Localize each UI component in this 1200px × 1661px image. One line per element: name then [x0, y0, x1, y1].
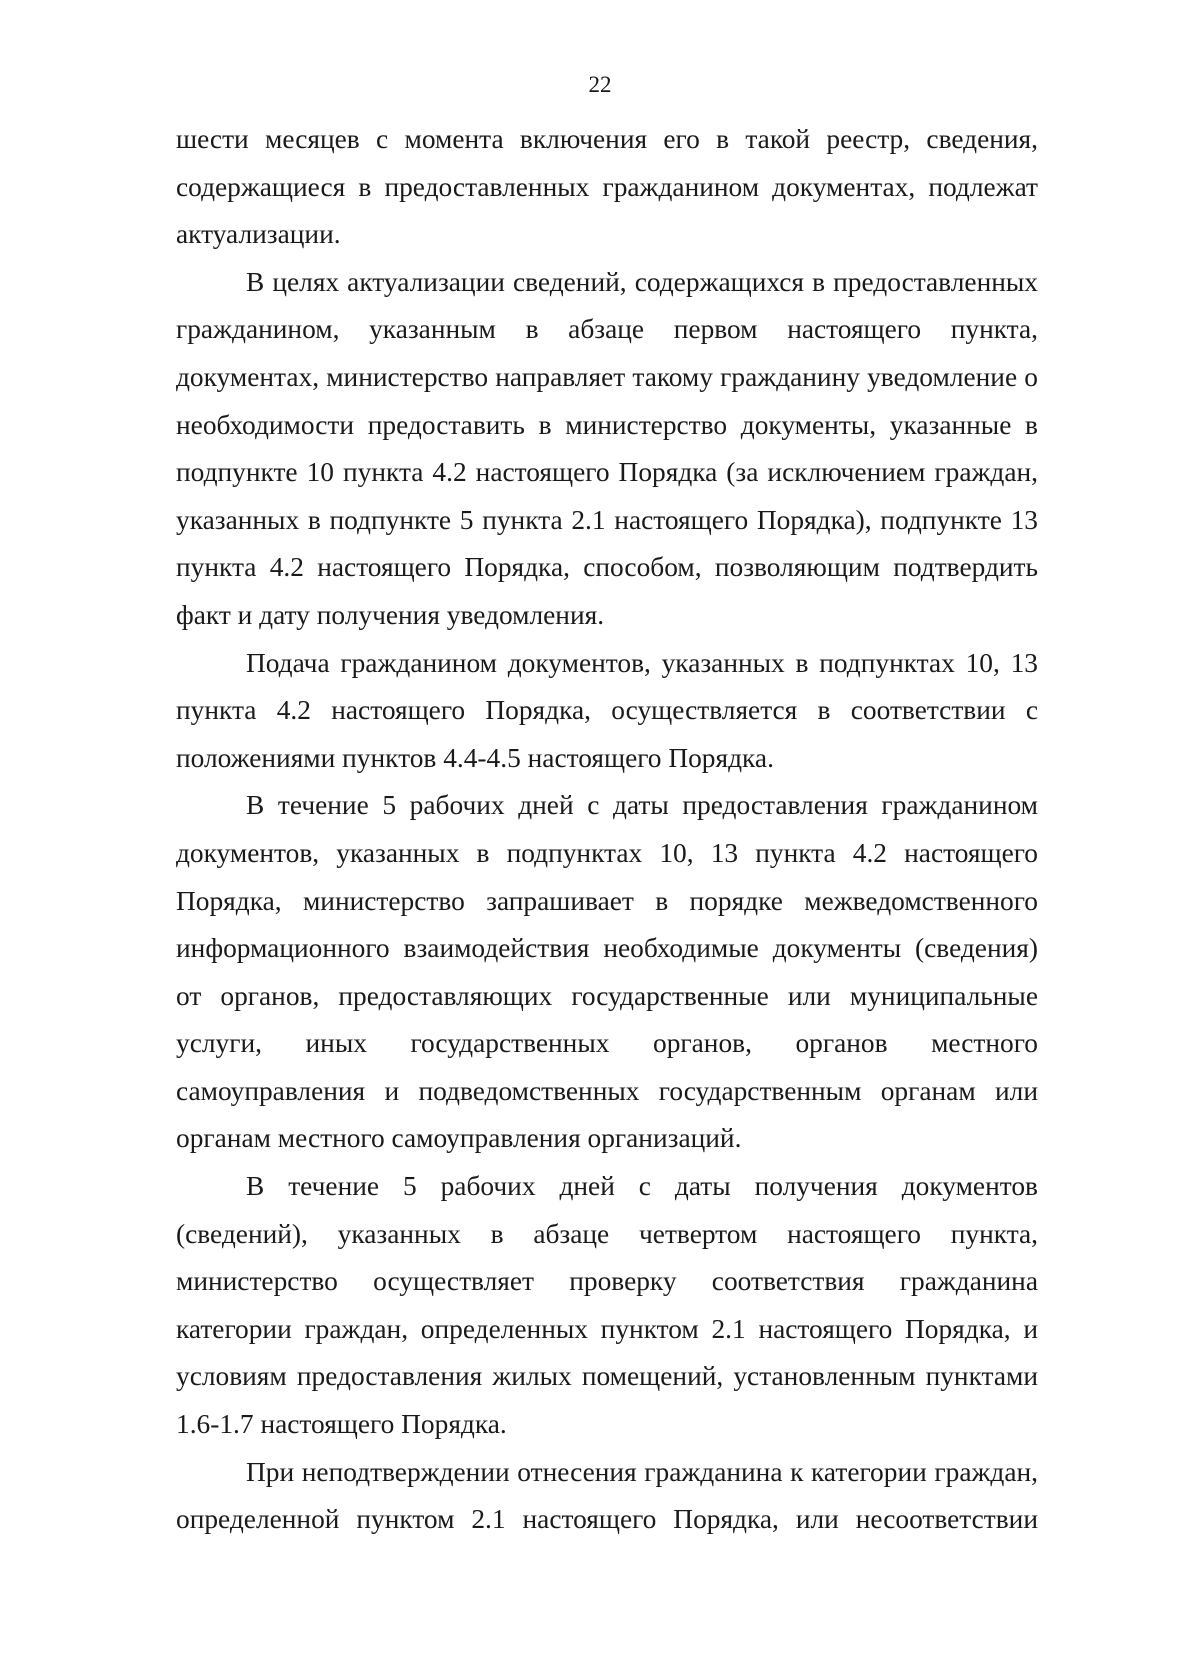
paragraph-continued-next-page: При неподтверждении отнесения гражданина к категории граждан, определенной пунктом 2.1 настоящего Порядка, или несоответствии: [176, 1456, 1038, 1535]
paragraph: Подача гражданином документов, указанных в подпунктах 10, 13 пункта 4.2 настоящего Порядка, осуществляется в соответствии с положениями пунктов 4.4-4.5 настоящего Порядка.: [176, 647, 1038, 773]
paragraph: В течение 5 рабочих дней с даты предоставления гражданином документов, указанных в подпунктах 10, 13 пункта 4.2 настоящего Порядка, министерство запрашивает в порядке межведомственного информационного взаимодействия необходимые документы (сведения) от органов, предоставляющих государственные или муниципальные услуги, иных государственных органов, органов местного самоуправления и подведомственных государственным органам или органам местного самоуправления организаций.: [176, 790, 1038, 1154]
paragraph-continuation: шести месяцев с момента включения его в такой реестр, сведения, содержащиеся в предоставленных гражданином документах, подлежат актуализации.: [176, 124, 1038, 250]
page-number: 22: [588, 72, 612, 97]
paragraph: В целях актуализации сведений, содержащихся в предоставленных гражданином, указанным в абзаце первом настоящего пункта, документах, министерство направляет такому гражданину уведомление о необходимости предоставить в министерство документы, указанные в подпункте 10 пункта 4.2 настоящего Порядка (за исключением граждан, указанных в подпункте 5 пункта 2.1 настоящего Порядка), подпункте 13 пункта 4.2 настоящего Порядка, способом, позволяющим подтвердить факт и дату получения уведомления.: [176, 266, 1038, 630]
document-body: [176, 116, 1038, 1544]
paragraph: В течение 5 рабочих дней с даты получения документов (сведений), указанных в абзаце четвертом настоящего пункта, министерство осуществляет проверку соответствия гражданина категории граждан, определенных пунктом 2.1 настоящего Порядка, и условиям предоставления жилых помещений, установленным пунктами 1.6-1.7 настоящего Порядка.: [176, 1171, 1038, 1440]
